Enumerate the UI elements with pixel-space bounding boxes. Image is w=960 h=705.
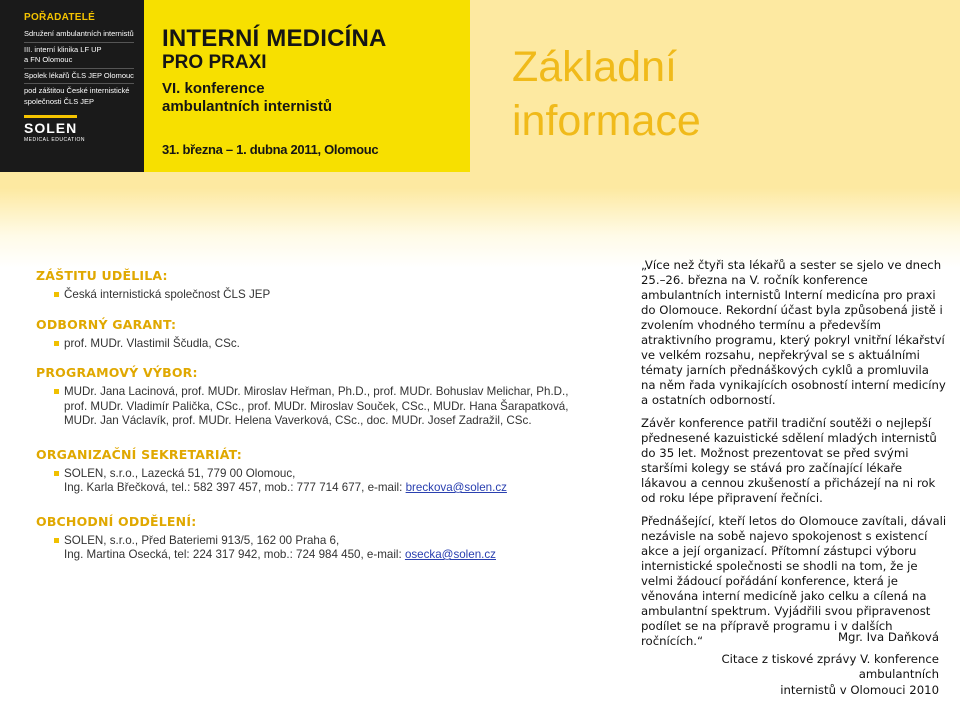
page-title-line1: Základní (512, 43, 677, 91)
report-paragraph: Přednášející, kteří letos do Olomouce zavítali, dávali nezávisle na sobě najevo spokojenost s existencí akce a její organizací. Přítomní zástupci výboru internistické společnosti se shodli na tom, že je velmi žádoucí pořádání konference, která je věnována interní medicíně jako celku a cílená na ambulantní spektrum. Vyjádřili svou připravenost podílet se na přípravě programu i v dalších ročnících.“ (641, 514, 947, 648)
report-signature (641, 630, 939, 698)
report-paragraph: „Více než čtyři sta lékařů a sester se sjelo ve dnech 25.–26. března na V. ročník konference ambulantních internistů Interní medicína pro praxi do Olomouce. Rekordní účast byla způsobená jistě i zvolením vhodného termínu a především atraktivního programu, který pokryl vnitřní lékařství ve velkém rozsahu, nepřekrýval se s aktuálními tématy jarních přednáškových cyklů a promluvila na něm řada vynikajících osobností interní medicíny a ostatních odborností. (641, 258, 946, 407)
bullet-icon (54, 292, 59, 297)
list-item: MUDr. Jana Lacinová, prof. MUDr. Miroslav Heřman, Ph.D., prof. MUDr. Bohuslav Melichar, Ph.D., prof. MUDr. Vladimír Palička, CSc., prof. MUDr. Miroslav Souček, CSc., MUDr. Hana Šarapatková, MUDr. Jan Václavík, prof. MUDr. Helena Vaverková, CSc., doc. MUDr. Josef Zadražil, CSc. (36, 385, 626, 429)
banner-title: INTERNÍ MEDICÍNA (162, 25, 387, 52)
list-item: SOLEN, s.r.o., Lazecká 51, 779 00 Olomouc, Ing. Karla Břečková, tel.: 582 397 457, mob.: 777 714 677, e-mail: breckova@solen.cz (36, 467, 626, 496)
report-source-line2: internistů v Olomouci 2010 (780, 682, 939, 697)
organizers-list (24, 29, 134, 107)
conference-dates: 31. března – 1. dubna 2011, Olomouc (162, 142, 379, 157)
guarantor-section (36, 317, 626, 352)
organizer-item: a FN Olomouc (24, 55, 73, 64)
solen-logo: SOLEN (24, 115, 77, 136)
bullet-icon (54, 471, 59, 476)
email-link[interactable]: osecka@solen.cz (404, 548, 496, 561)
organizers-title: POŘADATELÉ (24, 12, 96, 23)
organizers-panel (0, 0, 144, 172)
report-source: Citace z tiskové zprávy V. konference ambulantních (721, 651, 939, 681)
bullet-icon (54, 341, 59, 346)
patronage-section (36, 268, 626, 303)
organizer-item: III. interní klinika LF UP (24, 42, 134, 56)
conference-name-line2: ambulantních internistů (162, 98, 333, 115)
press-report (641, 258, 947, 657)
organizer-item: Spolek lékařů ČLS JEP Olomouc (24, 68, 134, 82)
list-item: prof. MUDr. Vlastimil Ščudla, CSc. (36, 337, 626, 352)
solen-logo-subtitle: MEDICAL EDUCATION (24, 137, 86, 143)
list-item: Česká internistická společnost ČLS JEP (36, 288, 626, 303)
business-section (36, 514, 626, 563)
organizer-item: společnosti ČLS JEP (24, 96, 95, 106)
bullet-icon (54, 389, 59, 394)
gradient-band (0, 188, 960, 268)
page-title-line2: informace (512, 97, 701, 145)
page-title (512, 40, 932, 148)
bullet-icon (54, 538, 59, 543)
section-title: PROGRAMOVÝ VÝBOR: (36, 365, 198, 380)
info-column (36, 268, 626, 577)
list-item: SOLEN, s.r.o., Před Bateriemi 913/5, 162 00 Praha 6, Ing. Martina Osecká, tel: 224 317 942, mob.: 724 984 450, e-mail: osecka@solen.cz (36, 534, 626, 563)
conference-banner (144, 0, 470, 172)
section-title: ZÁŠTITU UDĚLILA: (36, 268, 168, 283)
section-title: OBCHODNÍ ODDĚLENÍ: (36, 513, 197, 529)
section-title: ODBORNÝ GARANT: (36, 316, 177, 332)
secretariat-section (36, 447, 626, 496)
email-link[interactable]: breckova@solen.cz (405, 481, 507, 494)
banner-subtitle: PRO PRAXI (162, 52, 267, 73)
conference-name: VI. konference (162, 80, 265, 97)
report-paragraph: Závěr konference patřil tradiční soutěži o nejlepší přednesené kazuistické sdělení mladých internistů do 35 let. Možnost prezentovat se před svými staršími kolegy se stává pro začínající lékaře lákavou a cennou zkušeností a přicházejí na ni rok od roku lépe připravení řečníci. (641, 416, 937, 505)
organizer-item: pod záštitou České internistické (24, 83, 134, 97)
section-title: ORGANIZAČNÍ SEKRETARIÁT: (36, 446, 242, 462)
report-author: Mgr. Iva Daňková (837, 630, 939, 644)
organizer-item: Sdružení ambulantních internistů (24, 29, 134, 38)
program-committee-section (36, 365, 626, 429)
